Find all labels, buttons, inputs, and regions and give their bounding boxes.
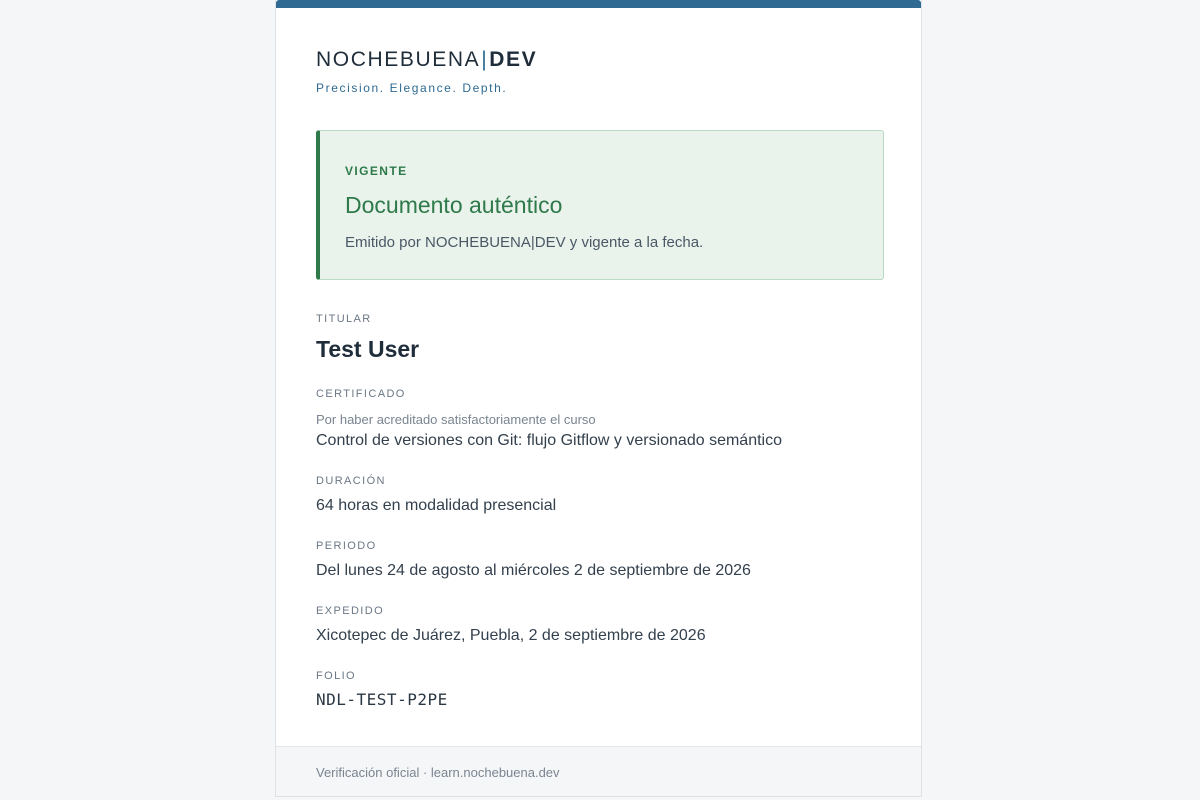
status-title: Documento auténtico (345, 192, 563, 218)
card-accent-bar (276, 0, 921, 8)
brand-tagline: Precision. Elegance. Depth. (316, 81, 508, 95)
card-footer (276, 746, 921, 796)
issued-value: Xicotepec de Juárez, Puebla, 2 de septiembre de 2026 (316, 627, 706, 644)
brand-name-bold: DEV (489, 48, 538, 71)
status-panel (316, 130, 884, 280)
status-badge: VIGENTE (345, 164, 408, 178)
brand-name-light: NOCHEBUENA (316, 48, 481, 71)
folio-label: FOLIO (316, 670, 357, 682)
status-description: Emitido por NOCHEBUENA|DEV y vigente a la fecha. (345, 234, 704, 251)
holder-name: Test User (316, 336, 420, 362)
footer-verification-text: Verificación oficial · learn.nochebuena.dev (316, 765, 560, 780)
holder-label: TITULAR (316, 313, 372, 325)
certificate-subtitle: Por haber acreditado satisfactoriamente el curso (316, 412, 596, 427)
verification-card (275, 0, 922, 797)
duration-label: DURACIÓN (316, 475, 386, 487)
brand-logo (316, 46, 537, 74)
certificate-label: CERTIFICADO (316, 388, 406, 400)
certificate-course: Control de versiones con Git: flujo Gitflow y versionado semántico (316, 432, 782, 449)
brand-separator: | (481, 48, 489, 71)
period-label: PERIODO (316, 540, 377, 552)
duration-value: 64 horas en modalidad presencial (316, 497, 557, 514)
folio-value: NDL-TEST-P2PE (316, 690, 448, 709)
issued-label: EXPEDIDO (316, 605, 385, 617)
period-value: Del lunes 24 de agosto al miércoles 2 de septiembre de 2026 (316, 562, 751, 579)
